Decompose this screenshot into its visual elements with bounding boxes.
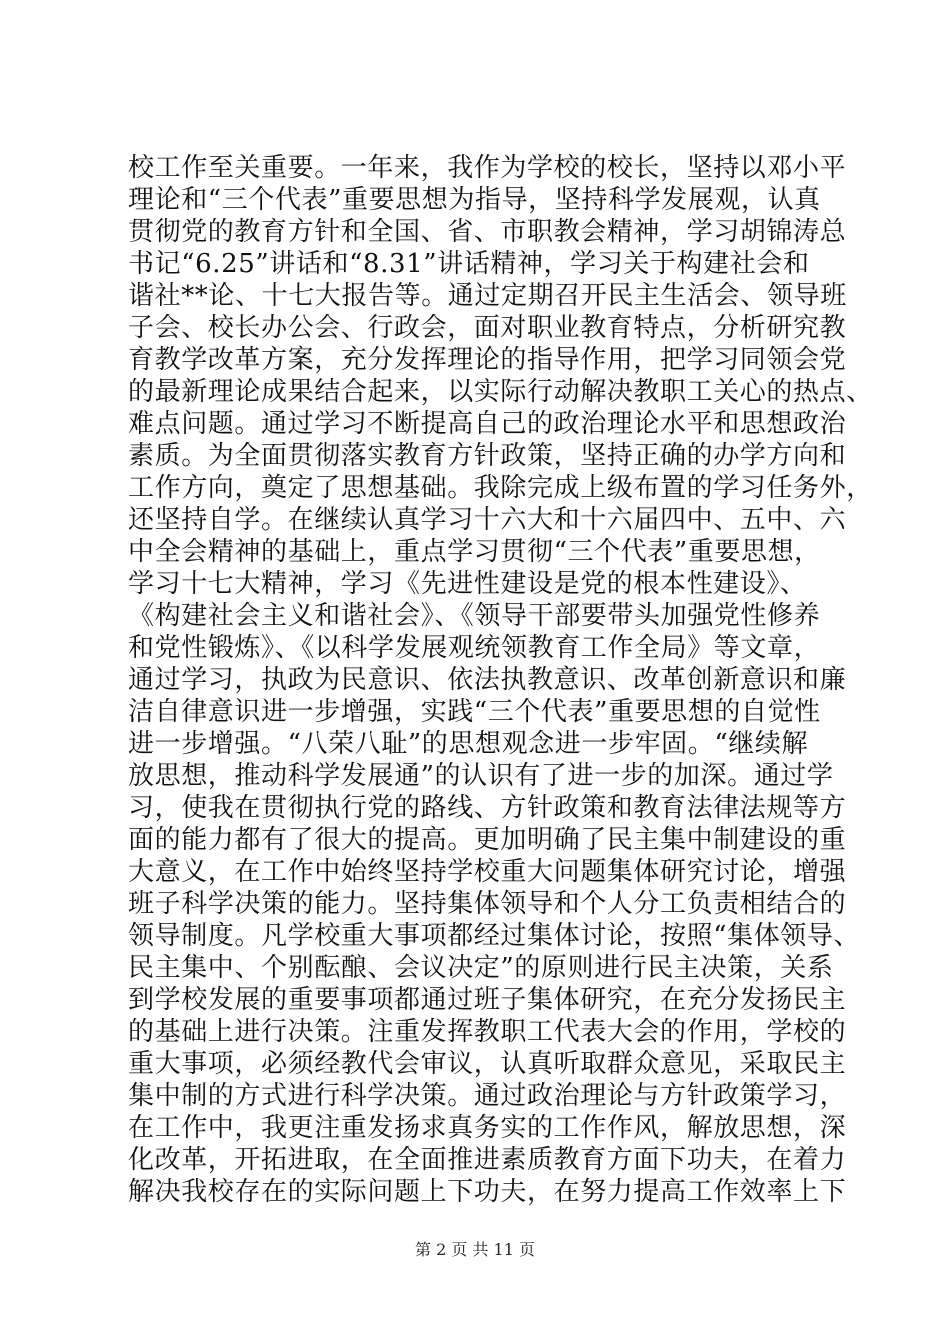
text-line: 习，使我在贯彻执行党的路线、方针政策和教育法律法规等方	[128, 793, 847, 823]
text-line: 还坚持自学。在继续认真学习十六大和十六届四中、五中、六	[128, 505, 847, 535]
text-line: 民主集中、个别酝酿、会议决定”的原则进行民主决策，关系	[128, 953, 834, 983]
text-line: 校工作至关重要。一年来，我作为学校的校长，坚持以邓小平	[128, 153, 847, 183]
text-line: 育教学改革方案，充分发挥理论的指导作用，把学习同领会党	[128, 345, 847, 375]
text-line: 化改革，开拓进取，在全面推进素质教育方面下功夫，在着力	[128, 1145, 847, 1175]
text-line: 面的能力都有了很大的提高。更加明确了民主集中制建设的重	[128, 825, 847, 855]
text-line: 工作方向，奠定了思想基础。我除完成上级布置的学习任务外，	[128, 473, 873, 503]
text-line: 《构建社会主义和谐社会》、《领导干部要带头加强党性修养	[128, 601, 821, 631]
text-line: 理论和“三个代表”重要思想为指导，坚持科学发展观，认真	[128, 185, 821, 215]
text-line: 素质。为全面贯彻落实教育方针政策，坚持正确的办学方向和	[128, 441, 847, 471]
text-line: 书记“6.25”讲话和“8.31”讲话精神，学习关于构建社会和	[128, 249, 810, 279]
text-line: 和党性锻炼》、《以科学发展观统领教育工作全局》等文章，	[128, 633, 821, 663]
text-line: 子会、校长办公会、行政会，面对职业教育特点，分析研究教	[128, 313, 847, 343]
text-line: 贯彻党的教育方针和全国、省、市职教会精神，学习胡锦涛总	[128, 217, 847, 247]
text-line: 到学校发展的重要事项都通过班子集体研究，在充分发扬民主	[128, 985, 847, 1015]
text-line: 班子科学决策的能力。坚持集体领导和个人分工负责相结合的	[128, 889, 847, 919]
text-line: 难点问题。通过学习不断提高自己的政治理论水平和思想政治	[128, 409, 847, 439]
text-line: 重大事项，必须经教代会审议，认真听取群众意见，采取民主	[128, 1049, 847, 1079]
text-line: 谐社**论、十七大报告等。通过定期召开民主生活会、领导班	[128, 281, 847, 311]
text-line: 集中制的方式进行科学决策。通过政治理论与方针政策学习，	[128, 1081, 847, 1111]
text-line: 解决我校存在的实际问题上下功夫，在努力提高工作效率上下	[128, 1177, 847, 1207]
text-line: 放思想，推动科学发展通”的认识有了进一步的加深。通过学	[128, 761, 834, 791]
text-line: 的最新理论成果结合起来，以实际行动解决教职工关心的热点、	[128, 377, 873, 407]
text-line: 洁自律意识进一步增强，实践“三个代表”重要思想的自觉性	[128, 697, 821, 727]
text-line: 中全会精神的基础上，重点学习贯彻“三个代表”重要思想，	[128, 537, 821, 567]
text-line: 学习十七大精神，学习《先进性建设是党的根本性建设》、	[128, 569, 807, 599]
text-line: 在工作中，我更注重发扬求真务实的工作作风，解放思想，深	[128, 1113, 847, 1143]
text-line: 进一步增强。“八荣八耻”的思想观念进一步牢固。“继续解	[128, 729, 809, 759]
text-line: 的基础上进行决策。注重发挥教职工代表大会的作用，学校的	[128, 1017, 847, 1047]
text-line: 通过学习，执政为民意识、依法执教意识、改革创新意识和廉	[128, 665, 847, 695]
text-line: 大意义，在工作中始终坚持学校重大问题集体研究讨论，增强	[128, 857, 847, 887]
text-line: 领导制度。凡学校重大事项都经过集体讨论，按照“集体领导、	[128, 921, 861, 951]
body-text	[128, 152, 873, 1208]
page-footer: 第 2 页 共 11 页	[415, 1240, 535, 1259]
